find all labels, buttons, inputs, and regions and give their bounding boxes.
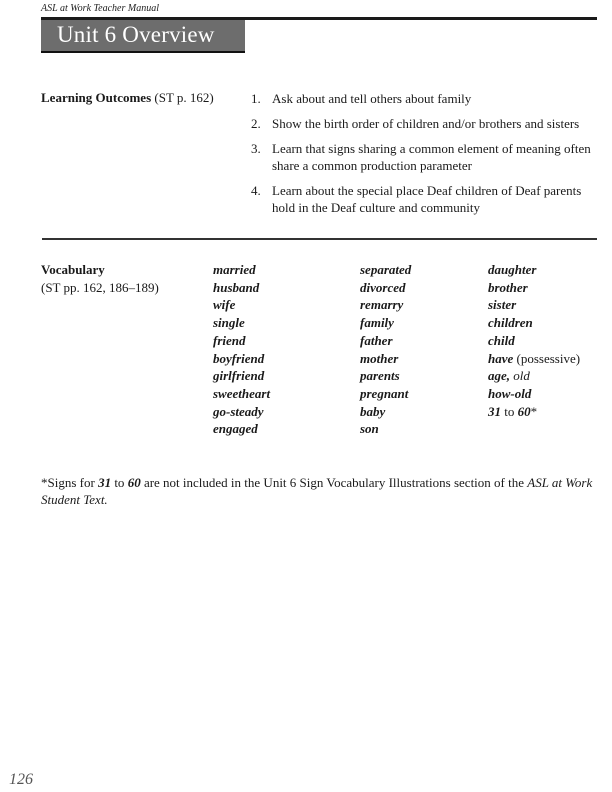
outcome-text: Show the birth order of children and/or brothers and sisters (272, 116, 580, 131)
vocab-word: single (213, 315, 245, 331)
vocab-word: children (488, 315, 533, 331)
vocab-word: father (360, 332, 393, 348)
range-from: 31 (488, 403, 501, 419)
vocab-word: separated (360, 262, 412, 277)
outcome-item (251, 140, 601, 174)
vocab-word: go-steady (213, 403, 264, 419)
vocab-word: married (213, 262, 256, 277)
section-divider (42, 238, 597, 240)
outcome-item (251, 182, 601, 216)
page-number: 126 (9, 771, 33, 788)
vocab-alt: old (510, 368, 530, 384)
vocab-word: remarry (360, 297, 404, 313)
vocabulary-column-3 (488, 261, 580, 420)
vocab-word: baby (360, 403, 386, 419)
outcome-text: Ask about and tell others about family (272, 91, 472, 106)
vocab-word: son (360, 421, 379, 437)
vocab-note: (possessive) (513, 350, 581, 366)
outcome-text: Learn that signs sharing a common element of meaning often share a common production parameter (272, 141, 591, 173)
range-to-word: to (501, 403, 518, 419)
vocab-word: parents (360, 368, 400, 384)
outcome-item (251, 90, 601, 107)
vocab-word: engaged (213, 421, 258, 437)
outcome-item (251, 115, 601, 132)
learning-outcomes-label (41, 90, 214, 106)
vocab-word: mother (360, 350, 399, 366)
outcome-number: 3. (251, 141, 261, 156)
outcome-number: 4. (251, 183, 261, 198)
range-to: 60 (517, 403, 531, 419)
vocab-word: brother (488, 279, 528, 295)
footnote (41, 474, 597, 508)
vocab-word-age (488, 367, 580, 385)
vocabulary-column-2 (360, 261, 411, 438)
vocabulary-ref: (ST pp. 162, 186–189) (41, 279, 159, 295)
outcome-text: Learn about the special place Deaf children of Deaf parents hold in the Deaf culture and community (272, 183, 582, 215)
footnote-mid: to (111, 475, 128, 490)
outcome-number: 1. (251, 91, 261, 106)
vocab-word: pregnant (360, 385, 409, 401)
vocabulary-column-1 (213, 261, 270, 438)
vocab-word: family (360, 315, 394, 331)
vocab-word: age, (488, 368, 511, 384)
vocab-word: how-old (488, 385, 532, 401)
vocab-word: wife (213, 297, 236, 313)
vocab-word: girlfriend (213, 368, 265, 384)
footnote-prefix: *Signs for (41, 475, 99, 490)
vocabulary-label (41, 261, 159, 296)
vocab-number-range (488, 403, 580, 421)
vocab-word: have (488, 350, 514, 366)
learning-outcomes-heading: Learning Outcomes (41, 90, 152, 105)
title-banner (41, 20, 245, 53)
vocab-word: daughter (488, 262, 537, 277)
vocab-word: divorced (360, 279, 406, 295)
vocabulary-heading: Vocabulary (41, 262, 105, 277)
vocab-word: boyfriend (213, 350, 265, 366)
running-head: ASL at Work Teacher Manual (41, 3, 159, 14)
vocab-word: child (488, 332, 515, 348)
footnote-number-2: 60 (127, 475, 141, 490)
footnote-body: are not included in the Unit 6 Sign Vocabulary Illustrations section of the (140, 475, 528, 490)
learning-outcomes-list (251, 90, 601, 224)
vocab-word: sister (488, 297, 517, 313)
vocab-word: friend (213, 332, 246, 348)
learning-outcomes-ref: (ST p. 162) (151, 90, 214, 105)
vocab-word-have (488, 350, 580, 368)
footnote-book-title: ASL at Work Student Text. (41, 475, 593, 507)
footnote-number-1: 31 (98, 475, 112, 490)
vocab-word: husband (213, 279, 260, 295)
outcome-number: 2. (251, 116, 261, 131)
vocab-word: sweetheart (213, 385, 271, 401)
page-title: Unit 6 Overview (57, 22, 215, 47)
footnote-marker: * (530, 403, 538, 419)
